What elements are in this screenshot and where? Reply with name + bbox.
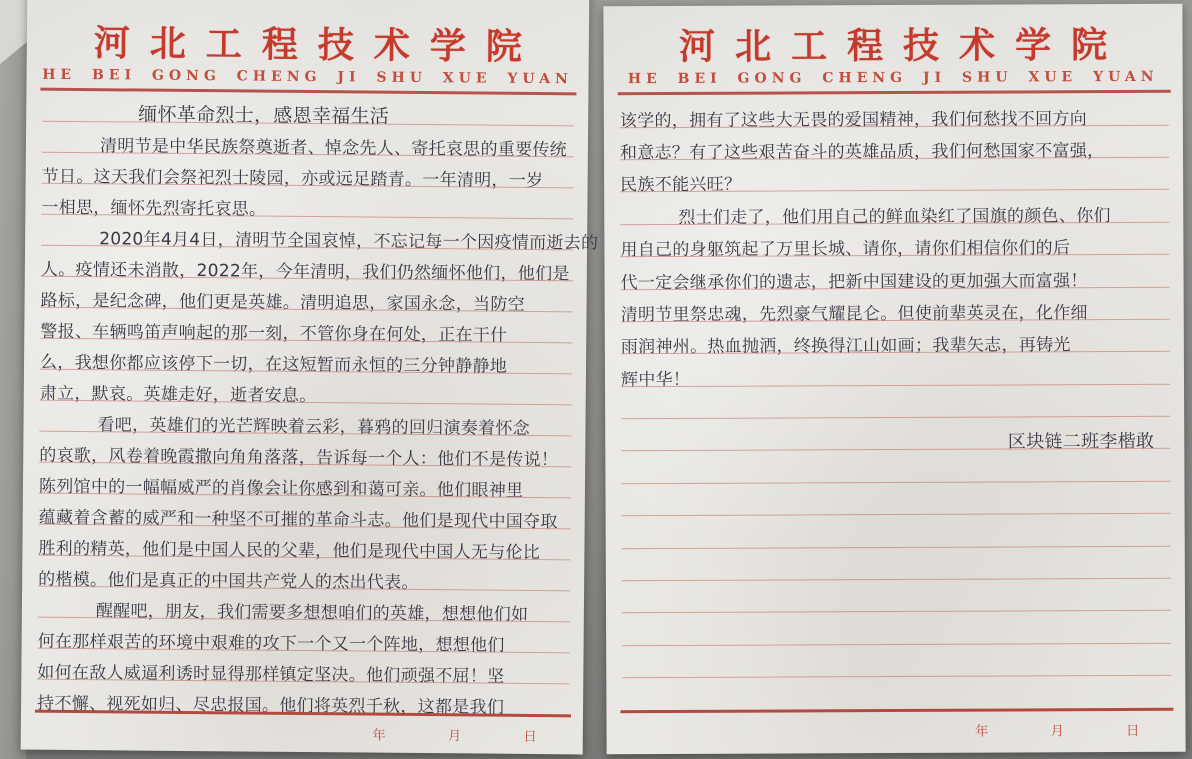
line-text: 蕴藏着含蓄的威严和一种坚不可摧的革命斗志。他们是现代中国夺取	[38, 507, 558, 533]
handwritten-line	[622, 579, 1171, 614]
line-text: 看吧，英雄们的光芒辉映着云彩，暮鸦的回归演奏着怀念	[97, 415, 531, 440]
handwritten-line	[620, 158, 1169, 196]
date-footer	[21, 721, 583, 746]
line-text: 代一定会继承你们的遗志，把新中国建设的更加强大而富强！	[620, 270, 1088, 293]
line-text: 和意志？有了这些艰苦奋斗的英雄品质，我们何愁国家不富强，	[619, 141, 1105, 164]
handwritten-line	[622, 676, 1171, 710]
month-label: 月	[1050, 722, 1065, 739]
handwritten-line	[621, 482, 1170, 517]
line-text: 何在那样艰苦的环境中艰难的攻下一个又一个阵地，想想他们	[37, 631, 505, 656]
handwritten-line	[621, 449, 1170, 484]
signature-text: 区块链二班李楷敢	[1007, 431, 1155, 453]
handwritten-line	[620, 320, 1170, 358]
line-text: 一相思，缅怀先烈寄托哀思。	[41, 197, 267, 220]
line-text: 胜利的精英，他们是中国人民的父辈，他们是现代中国人无与伦比	[38, 538, 541, 564]
line-text: 清明节是中华民族祭奠逝者、悼念先人、寄托哀思的重要传统	[99, 136, 568, 161]
handwritten-lines	[36, 91, 599, 718]
handwritten-line	[619, 125, 1169, 164]
handwritten-line	[41, 215, 599, 254]
handwritten-line	[622, 611, 1171, 646]
handwritten-line	[620, 223, 1169, 261]
line-text: 该学的，拥有了这些大无畏的爱国精神，我们何愁找不回方向	[619, 108, 1088, 131]
line-text: 警报、车辆鸣笛声响起的那一刻，不管你身在何处，正在干什	[40, 321, 508, 346]
line-text: 持不懈、视死如归、尽忠报国。他们将英烈千秋，这都是我们	[36, 693, 505, 718]
line-text: 烈士们走了，他们用自己的鲜血染红了国旗的颜色、你们	[678, 205, 1111, 228]
line-text: 如何在敌人威逼利诱时显得那样镇定坚决。他们顽强不屈！坚	[37, 662, 505, 687]
line-text: 清明节里祭忠魂，先烈豪气耀昆仑。但使前辈英灵在，化作细	[620, 303, 1088, 326]
handwritten-line	[620, 255, 1169, 293]
handwritten-line	[39, 401, 571, 440]
line-text: 陈列馆中的一幅幅威严的肖像会让你感到和蔼可亲。他们眼神里	[38, 476, 524, 502]
handwritten-line	[619, 93, 1169, 131]
handwritten-line	[622, 546, 1171, 581]
handwritten-line	[622, 514, 1171, 549]
handwritten-line	[620, 190, 1169, 228]
school-name-pinyin: HE BEI GONG CHENG JI SHU XUE YUAN	[42, 66, 573, 88]
line-text: 的哀歌，风卷着晚霞撒向角角落落，告诉每一个人：他们不是传说！	[39, 445, 559, 471]
letter-page-2	[603, 4, 1185, 755]
line-text: 2020年4月4日，清明节全国哀悼，不忘记每一个因疫情而逝去的	[99, 229, 599, 254]
year-label: 年	[372, 727, 386, 744]
handwritten-line	[42, 91, 574, 127]
line-text: 人。疫情还未消散，2022年，今年清明，我们仍然缅怀他们，他们是	[40, 259, 570, 285]
line-text: 辉中华！	[620, 369, 691, 390]
month-label: 月	[447, 728, 462, 745]
year-label: 年	[975, 723, 989, 740]
letterhead	[26, 0, 589, 96]
handwritten-line	[621, 385, 1170, 420]
handwritten-lines	[620, 93, 1172, 710]
handwritten-line	[38, 587, 570, 626]
letter-page-1	[21, 0, 599, 754]
line-text: 节日。这天我们会祭祀烈士陵园，亦或远足踏青。一年清明，一岁	[41, 166, 544, 192]
line-text: 民族不能兴旺？	[620, 175, 742, 196]
letterhead	[603, 4, 1182, 96]
handwritten-line	[622, 644, 1171, 679]
school-name-pinyin: HE BEI GONG CHENG JI SHU XUE YUAN	[627, 69, 1159, 88]
school-name-title: 河北工程技术学院	[93, 22, 543, 69]
line-text: 用自己的身躯筑起了万里长城、请你，请你们相信你们的后	[620, 238, 1071, 261]
line-text: 缅怀革命烈士，感恩幸福生活	[138, 103, 390, 128]
school-name-title: 河北工程技术学院	[678, 23, 1128, 68]
day-label: 日	[1126, 722, 1140, 739]
line-text: 醒醒吧，朋友，我们需要多想想咱们的英雄，想想他们如	[95, 601, 529, 626]
date-footer	[606, 718, 1185, 741]
handwritten-line	[620, 287, 1170, 326]
day-label: 日	[523, 729, 537, 746]
line-text: 么，我想你都应该停下一切，在这短暂而永恒的三分钟静静地	[39, 352, 508, 377]
handwritten-line	[620, 352, 1170, 390]
handwritten-line	[621, 417, 1170, 452]
line-text: 雨润神州。热血抛洒，终换得江山如画；我辈矢志，再铸光	[620, 335, 1071, 358]
line-text: 路标，是纪念碑，他们更是英雄。清明追思，家国永念，当防空	[40, 290, 526, 316]
handwritten-line	[42, 122, 574, 161]
line-text: 肃立，默哀。英雄走好，逝者安息。	[39, 383, 317, 407]
line-text: 的楷模。他们是真正的中国共产党人的杰出代表。	[38, 569, 419, 594]
